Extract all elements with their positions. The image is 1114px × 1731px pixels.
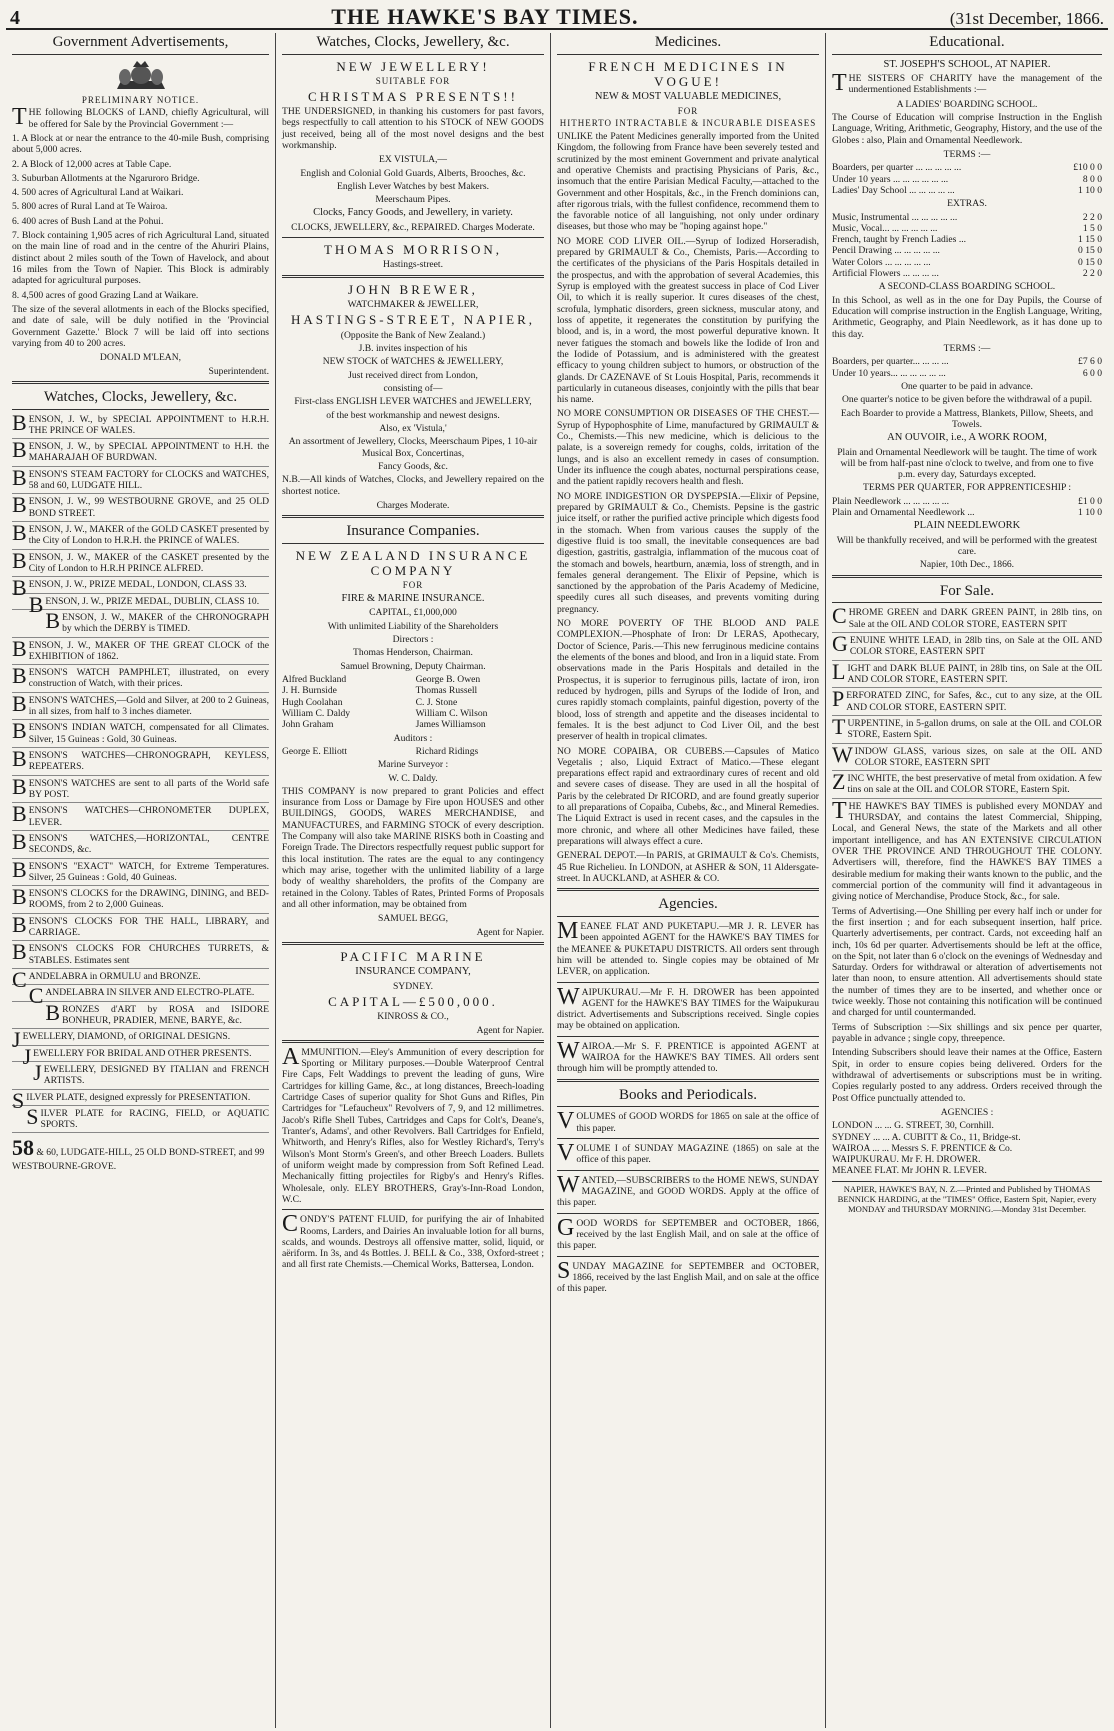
- director-name: John Graham: [282, 719, 334, 731]
- notice-item-8: 8. 4,500 acres of good Grazing Land at Waikare.: [12, 289, 199, 301]
- list-item: JEWELLERY FOR BRIDAL AND OTHER PRESENTS.: [12, 1048, 269, 1062]
- ad-line: W. C. Daldy.: [388, 772, 438, 784]
- ad-body: NO MORE CONSUMPTION OR DISEASES OF THE CHEST.—Syrup of Hypophosphite of Lime, manufactured by GRIMAULT & Co., Chemists.—This new medicine, which is delicious to the palate, is a sovereign remedy for coughs, colds, irritation of the lungs, and is also an excellent remedy in cases of consumption. Under its influence the cough abates, nocturnal perspirations cease, and the patient rapidly recovers health and flesh.: [557, 408, 819, 488]
- ad-line: Meerschaum Pipes.: [375, 194, 451, 206]
- ad-line: CAPITAL—£500,000.: [328, 993, 498, 1009]
- ad-body: WANTED,—SUBSCRIBERS to the HOME NEWS, SUNDAY MAGAZINE, and GOOD WORDS. Apply at the office of this paper.: [557, 1171, 819, 1209]
- ad-line: SYDNEY.: [392, 980, 434, 992]
- advertiser-name: JOHN BREWER,: [348, 281, 478, 297]
- ad-line: (Opposite the Bank of New Zealand.): [340, 329, 486, 341]
- masthead: [6, 4, 1108, 30]
- agency-line: SYDNEY ... ... A. CUBITT & Co., 11, Bridge-st.: [832, 1131, 1021, 1143]
- list-item: BRONZES d'ART by ROSA and ISIDORE BONHEUR, PRADIER, MENE, BARYE, &c.: [12, 1004, 269, 1030]
- ad-body: SUNDAY MAGAZINE for SEPTEMBER and OCTOBER, 1866, received by the last English Mail, and on sale at the office of this paper.: [557, 1257, 819, 1295]
- list-item: JEWELLERY, DESIGNED BY ITALIAN and FRENCH ARTISTS.: [12, 1064, 269, 1090]
- notice-item-2: 2. A Block of 12,000 acres at Table Cape.: [12, 158, 172, 170]
- director-name: Hugh Coolahan: [282, 696, 343, 708]
- list-item: BENSON, J. W., MAKER of the GOLD CASKET presented by the City of London to H.R.H. the PRINCE of WALES.: [12, 524, 269, 550]
- director-name: J. H. Burnside: [282, 685, 337, 697]
- fees-table: [832, 496, 1102, 519]
- ad-line: Marine Surveyor :: [377, 759, 449, 771]
- notice-item-4: 4. 500 acres of Agricultural Land at Waikari.: [12, 187, 184, 199]
- school-name: ST. JOSEPH'S SCHOOL, AT NAPIER.: [883, 58, 1051, 70]
- list-item: BENSON'S "EXACT" WATCH, for Extreme Temperatures. Silver, 25 Guineas : Gold, 40 Guineas.: [12, 861, 269, 887]
- ad-line: TERMS :—: [943, 148, 991, 160]
- extras-table: [832, 212, 1102, 280]
- auditor-name: Richard Ridings: [415, 745, 479, 757]
- ad-line: First-class ENGLISH LEVER WATCHES and JEWELLERY,: [294, 396, 532, 408]
- ad-body: WAIPUKURAU.—Mr F. H. DROWER has been appointed AGENT for the HAWKE'S BAY TIMES for the Waipukurau district. Advertisements and Subscriptions received. Single copies may be obtained on application.: [557, 983, 819, 1032]
- ad-body: NO MORE COPAIBA, OR CUBEBS.—Capsules of Matico Vegetalis ; also, Liquid Extract of Matico.—These elegant preparations effect rapid and extraordinary cures of recent and old and severe cases of disease. They are used in all the hospital of Paris by the celebrated Dr RICORD, and are found greatly superior to all preparations of Copaiba, Cubebs, &c., and Mineral Remedies. The Liquid Extract is used in recent cases, and the capsules in the more chronic, and where all other Medicines have failed, these preparations will always effect a cure.: [557, 745, 819, 847]
- list-item: TURPENTINE, in 5-gallon drums, on sale at the OIL and COLOR STORE, Eastern Spit.: [832, 718, 1102, 744]
- auditor-name: George E. Elliott: [282, 745, 348, 757]
- directors-row: [282, 674, 544, 685]
- director-name: Alfred Buckland: [282, 674, 347, 686]
- table-row: Under 10 years... ... ... ... ... ... 6 0 0: [832, 367, 1102, 379]
- signatory-title: Superintendent.: [208, 365, 269, 377]
- ad-line: consisting of—: [383, 383, 443, 394]
- notice-item-3: 3. Suburban Allotments at the Ngaruroro Bridge.: [12, 172, 200, 184]
- ad-line: NEW STOCK of WATCHES & JEWELLERY,: [322, 356, 504, 368]
- list-item: BENSON'S CLOCKS FOR THE HALL, LIBRARY, and CARRIAGE.: [12, 916, 269, 942]
- ad-body: NO MORE INDIGESTION OR DYSPEPSIA.—Elixir of Pepsine, prepared by GRIMAULT & Co., Chemists. Pepsine is the gastric juice itself, or rather the purified active principle which digests food in the stomach. When from various causes the supply of the digestive fluid is too small, the inevitable consequences are bad digestion, gastritis, gastralgia, inflammation of the mucous coat of the stomach and bowels, heartburn, anæmia, loss of strength, and in females general derangement. The Elixir of Pepsine, which is sanctioned by the approbation of the Paris Academy of Medicine, speedily cures all such diseases, and prevents vomiting during pregnancy.: [557, 490, 819, 615]
- ad-body: VOLUMES of GOOD WORDS for 1865 on sale at the office of this paper.: [557, 1108, 819, 1135]
- advertiser-name: THOMAS MORRISON,: [323, 242, 503, 258]
- list-item: BENSON, J. W., MAKER OF THE GREAT CLOCK of the EXHIBITION of 1862.: [12, 640, 269, 666]
- ad-body: In this School, as well as in the one for Day Pupils, the Course of Education will comprise instruction in the English Language, Writing, Arithmetic, Geography, and Plain Needlework, as it has done up to this day.: [832, 294, 1102, 340]
- section-heading: Educational.: [832, 33, 1102, 55]
- page-number: 4: [10, 7, 20, 29]
- column-1: [6, 33, 276, 1728]
- director-name: Thomas Russell: [415, 685, 478, 697]
- director-name: William C. Wilson: [415, 707, 488, 719]
- list-item: ZINC WHITE, the best preservative of metal from oxidation. A few tins on sale at the OIL and COLOR STORE, Eastern Spit.: [832, 773, 1102, 799]
- list-item: CANDELABRA in ORMULU and BRONZE.: [12, 971, 269, 985]
- ad-line: EX VISTULA,—: [378, 154, 448, 166]
- ad-line: An assortment of Jewellery, Clocks, Meerschaum Pipes, 1 10-air Musical Box, Concertinas,: [288, 436, 538, 459]
- list-item: BENSON, J. W., by SPECIAL APPOINTMENT to H.R.H. THE PRINCE OF WALES.: [12, 414, 269, 440]
- ad-body: NO MORE POVERTY OF THE BLOOD AND PALE COMPLEXION.—Phosphate of Iron: Dr LERAS, Apothecary, Doctor of Science, Paris.—This new ferruginous medicine contains the elements of the bones and blood, and Iron in a liquid state. From observations made in the Paris Hospitals and detailed in the Prospectus, it is superior to ferruginous pills, lactate of iron, iron reduced by hydrogen, pills and Syrups of the Iodide of Iron, and cures rapidly stomach complaints, painful digestion, poverty of the blood, loss of strength and appetite and the diseases incidental to females. It is the best adjunct to Cod Liver Oil, and the best preserver of health in tropical climates.: [557, 618, 819, 743]
- directors-row: [282, 685, 544, 696]
- table-row: Under 10 years ... ... ... ... ... ... 8 0 0: [832, 173, 1102, 185]
- ad-line: Each Boarder to provide a Mattress, Blankets, Pillow, Sheets, and Towels.: [840, 407, 1094, 430]
- address-footer: [12, 1135, 269, 1172]
- ad-headline: FRENCH MEDICINES IN VOGUE!: [588, 58, 788, 90]
- list-item: BENSON'S WATCHES—CHRONOGRAPH, KEYLESS, REPEATERS.: [12, 750, 269, 776]
- ad-body: UNLIKE the Patent Medicines generally imported from the United Kingdom, the following from France have been severely tested and scrutinized by the most eminent Government and private analytical and operative Chemists and practising Physicians of Paris, &c., insomuch that the entire Parisian Medical Faculty,—attached to the Government and other Hospitals, &c., in the French dominions can, after rigorous trials, with the fullest confidence, recommend them to the favorable notice of all languishing, not only under ordinary diseases, but those who may be "hoping against hope.": [557, 130, 819, 233]
- ad-line: NEW & MOST VALUABLE MEDICINES,: [594, 91, 782, 103]
- imprint: NAPIER, HAWKE'S BAY, N. Z.—Printed and Published by THOMAS BENNICK HARDING, at the "TIMES" Office, Eastern Spit, Napier, every MONDAY and THURSDAY MORNING.—Monday 31st December.: [832, 1181, 1102, 1214]
- auditors-row: [282, 746, 544, 757]
- company-name: NEW ZEALAND INSURANCE COMPANY: [295, 547, 531, 579]
- list-item: BENSON'S WATCHES,—Gold and Silver, at 200 to 2 Guineas, in all sizes, from half to 3 inches diameter.: [12, 695, 269, 721]
- list-item: BENSON, J. W., PRIZE MEDAL, DUBLIN, CLASS 10.: [12, 596, 269, 610]
- section-heading: Government Advertisements,: [12, 33, 269, 55]
- ad-body: N.B.—All kinds of Watches, Clocks, and Jewellery repaired on the shortest notice.: [282, 474, 544, 497]
- list-item: BENSON'S WATCHES,—HORIZONTAL, CENTRE SECONDS, &c.: [12, 833, 269, 859]
- notice-title: PRELIMINARY NOTICE.: [81, 94, 200, 105]
- ad-line: English and Colonial Gold Guards, Alberts, Brooches, &c.: [300, 167, 526, 179]
- ad-line: One quarter to be paid in advance.: [901, 380, 1033, 392]
- ad-line: Fancy Goods, &c.: [378, 460, 448, 472]
- director-name: James Williamson: [415, 719, 486, 731]
- list-item: CHROME GREEN and DARK GREEN PAINT, in 28lb tins, on Sale at the OIL AND COLOR STORE, EASTERN SPIT: [832, 607, 1102, 633]
- list-item: LIGHT and DARK BLUE PAINT, in 28lb tins, on Sale at the OIL AND COLOR STORE, EASTERN SPIT.: [832, 663, 1102, 689]
- ad-line: Plain and Ornamental Needlework will be taught. The time of work will be from half-past nine o'clock to twelve, and from one to five p.m. every day, Saturdays excepted.: [837, 446, 1097, 481]
- ad-body: GENERAL DEPOT.—In PARIS, at GRIMAULT & Co's. Chemists, 45 Rue Richelieu. In LONDON, at ASHER & SON, 11 Aldersgate-street. In AUCKLAND, at ASHER & CO.: [557, 850, 819, 884]
- ad-line: Auditors :: [393, 732, 433, 744]
- ad-line: Napier, 10th Dec., 1866.: [919, 559, 1015, 571]
- ad-line: Charges Moderate.: [376, 499, 450, 511]
- ad-line: Directors :: [392, 634, 434, 646]
- ad-line: TERMS :—: [943, 342, 991, 354]
- list-item: PERFORATED ZINC, for Safes, &c., cut to any size, at the OIL AND COLOR STORE, EASTERN SPIT.: [832, 690, 1102, 716]
- column-3: [551, 33, 826, 1728]
- signatory-name: DONALD M'LEAN,: [99, 352, 182, 364]
- ad-line: CAPITAL, £1,000,000: [369, 607, 457, 619]
- ad-line: Will be thankfully received, and will be performed with the greatest care.: [836, 534, 1098, 558]
- agency-line: MEANEE FLAT. Mr JOHN R. LEVER.: [832, 1165, 987, 1177]
- table-row: Plain Needlework ... ... ... ... ... £1 0 0: [832, 495, 1102, 507]
- ad-body: Intending Subscribers should leave their names at the Office, Eastern Spit, in order to ensure copies being delivered. Orders for the withdrawal of advertisements or subscriptions must be in writing. Copies regularly posted to any address. Orders received through the Post Office punctually attended to.: [832, 1047, 1102, 1104]
- ad-line: AN OUVOIR, i.e., A WORK ROOM,: [887, 432, 1047, 444]
- agent-title: Agent for Napier.: [476, 926, 544, 938]
- ad-line: PLAIN NEEDLEWORK: [913, 520, 1021, 532]
- ad-line: FIRE & MARINE INSURANCE.: [341, 593, 485, 605]
- ad-body: THE SISTERS OF CHARITY have the management of the undermentioned Establishments :—: [832, 70, 1102, 97]
- table-row: Ladies' Day School ... ... ... ... ... 1 10 0: [832, 184, 1102, 196]
- list-item: JEWELLERY, DIAMOND, of ORIGINAL DESIGNS.: [12, 1031, 269, 1045]
- notice-item-6: 6. 400 acres of Bush Land at the Pohui.: [12, 215, 164, 227]
- directors-row: [282, 708, 544, 719]
- agency-line: WAIROA ... ... Messrs S. F. PRENTICE & Co.: [832, 1142, 1013, 1154]
- ad-line: TERMS PER QUARTER, FOR APPRENTICESHIP :: [862, 482, 1072, 494]
- section-heading: For Sale.: [832, 582, 1102, 604]
- ad-headline: CHRISTMAS PRESENTS!!: [308, 88, 518, 104]
- table-row: Pencil Drawing ... ... ... ... ... 0 15 0: [832, 245, 1102, 257]
- list-item: BENSON, J. W., 99 WESTBOURNE GROVE, and 25 OLD BOND STREET.: [12, 496, 269, 522]
- ad-line: AGENCIES :: [940, 1106, 994, 1118]
- notice-item-5: 5. 800 acres of Rural Land at Te Wairoa.: [12, 201, 168, 213]
- list-item: BENSON'S WATCH PAMPHLET, illustrated, on every construction of Watch, with their prices.: [12, 667, 269, 693]
- ad-body: NO MORE COD LIVER OIL.—Syrup of Iodized Horseradish, prepared by GRIMAULT & Co., Chemists, Paris.—According to the certificates of the physicians of the Paris Hospitals detailed in the prospectus, and with the approbation of several Academies, this Syrup is employed with the greatest success in place of Cod Liver Oil, to which it is really superior. It cures diseases of the chest, scrofula, lymphatic disorders, green sickness, muscular atony, and loss of appetite, it regenerates the constitution by purifying the blood, and is, in a word, the most powerful depurative known. It never fatigues the stomach and bowels like the Iodide of Iron and the Iodide of Potassium, and is administered with the greatest efficacy to young children subject to humors, or obstruction of the glands. Dr CAZENAVE of St Louis Hospital, Paris, recommends it particularly in cutaneous diseases, conjointly with the pills that bear his name.: [557, 235, 819, 406]
- ad-line: of the best workmanship and newest designs.: [326, 409, 500, 421]
- fees-table: [832, 162, 1102, 196]
- ad-line: Clocks, Fancy Goods, and Jewellery, in variety.: [313, 207, 513, 219]
- table-row: Boarders, per quarter... ... ... ... £7 6 0: [832, 356, 1102, 368]
- director-name: William C. Daldy: [282, 707, 351, 719]
- ad-body: GOOD WORDS for SEPTEMBER and OCTOBER, 1866, received by the last English Mail, and on sale at the office of this paper.: [557, 1214, 819, 1252]
- director-name: C. J. Stone: [415, 696, 458, 708]
- list-item: BENSON, J. W., by SPECIAL APPOINTMENT to H.H. the MAHARAJAH OF BURDWAN.: [12, 441, 269, 467]
- company-name: PACIFIC MARINE: [340, 948, 486, 964]
- ad-line: Just received direct from London,: [348, 369, 478, 381]
- section-heading: Watches, Clocks, Jewellery, &c.: [12, 388, 269, 410]
- ad-line: One quarter's notice to be given before the withdrawal of a pupil.: [841, 394, 1092, 406]
- directors-row: [282, 697, 544, 708]
- street-number: 58: [12, 1135, 34, 1161]
- fees-table: [832, 356, 1102, 379]
- list-item: GENUINE WHITE LEAD, in 28lb tins, on Sale at the OIL AND COLOR STORE, EASTERN SPIT: [832, 635, 1102, 661]
- section-heading: Watches, Clocks, Jewellery, &c.: [282, 33, 544, 55]
- director-name: George B. Owen: [415, 674, 481, 686]
- ad-body: THIS COMPANY is now prepared to grant Policies and effect insurance from Loss or Damage by Fire upon HOUSES and other BUILDINGS, GOODS, WARES MERCHANDISE, and MANUFACTURES, and FARMING STOCK of every description. The Company will also take MARINE RISKS both in Coasting and Foreign Trade. The Directors respectfully request public support for this local institution. The rates are the equal to any contingency which may arise, together with the unlimited liability of a large body of wealthy shareholders, the profits of the Company are retained in the Colony. Tables of Rates, Printed Forms of Proposals and all other information, may be obtained from: [282, 785, 544, 910]
- ad-line: A SECOND-CLASS BOARDING SCHOOL.: [878, 281, 1056, 293]
- list-item: CANDELABRA IN SILVER AND ELECTRO-PLATE.: [12, 987, 269, 1001]
- list-item: BENSON, J. W., MAKER of the CHRONOGRAPH by which the DERBY is TIMED.: [12, 612, 269, 638]
- ad-body: WAIROA.—Mr S. F. PRENTICE is appointed AGENT at WAIROA for the HAWKE'S BAY TIMES. All orders sent through him will be promptly attended to.: [557, 1037, 819, 1075]
- ad-line: INSURANCE COMPANY,: [355, 966, 471, 978]
- table-row: Water Colors ... ... ... ... ... 0 15 0: [832, 256, 1102, 268]
- ad-subline: FOR: [677, 105, 699, 116]
- list-item: BENSON, J. W., PRIZE MEDAL, LONDON, CLASS 33.: [12, 579, 269, 593]
- list-item: BENSON'S CLOCKS FOR CHURCHES TURRETS, & STABLES. Estimates sent: [12, 943, 269, 969]
- column-4: [826, 33, 1108, 1728]
- ad-body: The Course of Education will comprise Instruction in the English Language, Writing, Arithmetic, Geography, History, and the use of the Globes : also, Plain and Ornamental Needlework.: [832, 112, 1102, 146]
- ad-body: MEANEE FLAT AND PUKETAPU.—MR J. R. LEVER has been appointed AGENT for the HAWKE'S BAY TIMES for the MEANEE & PUKETAPU DISTRICTS. All orders sent through him will be attended to. Single copies may be obtained of Mr LEVER, on application.: [557, 917, 819, 978]
- ad-body: CONDY'S PATENT FLUID, for purifying the air of Inhabited Rooms, Larders, and Dairies An invaluable lotion for all burns, scalds, and wounds. Destroys all offensive matter, solid, liquid, or aëriform. In 3s, and 4s Bottles. J. BELL & Co., 338, Oxford-street ; and all first rate Chemists.—Chemical Works, Battersea, London.: [282, 1211, 544, 1271]
- section-heading: Agencies.: [557, 895, 819, 917]
- advertiser-trade: WATCHMAKER & JEWELLER,: [347, 299, 479, 311]
- ad-body: Terms of Advertising.—One Shilling per every half inch or under for the first insertion ; and for each subsequent insertion, half price. Quarterly advertisements, per contract. Cards, not exceeding half an inch, 10s 6d per quarter. Advertisements should be left at the office, on the Spit, not later than 6 o'clock on the evenings of Wednesday and Saturday. Orders for withdrawal or alteration of advertisements not later than noon, to ensure attention. All advertisements should state the number of times they are to be inserted, and whether once or twice weekly. Those not containing this notification will be continued and charged for until countermanded.: [832, 905, 1102, 1019]
- royal-crest-icon: [111, 59, 171, 93]
- ad-line: Samuel Browning, Deputy Chairman.: [340, 660, 486, 672]
- list-item: BENSON, J. W., MAKER of the CASKET presented by the City of London to H.R.H PRINCE ALFRED.: [12, 552, 269, 578]
- list-item: BENSON'S INDIAN WATCH, compensated for all Climates. Silver, 15 Guineas : Gold, 30 Guineas.: [12, 722, 269, 748]
- table-row: French, taught by French Ladies ... 1 15 0: [832, 234, 1102, 246]
- agency-line: WAIPUKURAU. Mr F. H. DROWER.: [832, 1154, 981, 1166]
- advertiser-address: HASTINGS-STREET, NAPIER,: [290, 312, 535, 328]
- directors-row: [282, 719, 544, 730]
- table-row: Boarders, per quarter ... ... ... ... ... £10 0 0: [832, 162, 1102, 174]
- list-item: BENSON'S CLOCKS for the DRAWING, DINING, and BED-ROOMS, from 2 to 2,000 Guineas.: [12, 888, 269, 914]
- ad-line: CLOCKS, JEWELLERY, &c., REPAIRED. Charges Moderate.: [291, 221, 535, 233]
- ad-body: Terms of Subscription :—Six shillings and six pence per quarter, payable in advance ; single copy, threepence.: [832, 1021, 1102, 1044]
- notice-closing: The size of the several allotments in each of the Blocks specified, and date of sale, will be duly notified in the 'Provincial Government Gazette.' Block 7 will be laid off into sections varying from 40 to 200 acres.: [12, 303, 269, 349]
- advertiser-address: Hastings-street.: [383, 259, 443, 271]
- address-text: & 60, LUDGATE-HILL, 25 OLD BOND-STREET, and 99 WESTBOURNE-GROVE.: [12, 1147, 265, 1173]
- ad-line: A LADIES' BOARDING SCHOOL.: [896, 98, 1038, 110]
- notice-intro: THE following BLOCKS of LAND, chiefly Agricultural, will be offered for Sale by the Provincial Government :—: [12, 104, 269, 131]
- column-2: [276, 33, 551, 1728]
- list-item: BENSON'S WATCHES are sent to all parts of the World safe BY POST.: [12, 778, 269, 804]
- agent-name: KINROSS & CO.,: [377, 1011, 449, 1023]
- agent-name: SAMUEL BEGG,: [378, 913, 448, 925]
- ad-line: With unlimited Liability of the Shareholders: [327, 620, 499, 632]
- ad-subline: FOR: [402, 580, 424, 591]
- ad-line: J.B. invites inspection of his: [358, 343, 468, 355]
- ad-body: THE UNDERSIGNED, in thanking his customers for past favors, begs respectfully to call attention to his STOCK of NEW GOODS just received, being all of the most novel designs and the best workmanship.: [282, 105, 544, 151]
- ad-body: VOLUME I of SUNDAY MAGAZINE (1865) on sale at the office of this paper.: [557, 1140, 819, 1166]
- list-item: BENSON'S STEAM FACTORY for CLOCKS and WATCHES, 58 and 60, LUDGATE HILL.: [12, 469, 269, 495]
- issue-date: (31st December, 1866.: [949, 9, 1104, 28]
- table-row: Music, Instrumental ... ... ... ... ... 2 2 0: [832, 211, 1102, 223]
- list-item: SILVER PLATE, designed expressly for PRESENTATION.: [12, 1092, 269, 1106]
- ad-subline: SUITABLE FOR: [375, 76, 451, 87]
- agent-title: Agent for Napier.: [476, 1024, 544, 1036]
- list-item: BENSON'S WATCHES—CHRONOMETER DUPLEX, LEVER.: [12, 805, 269, 831]
- ad-line: English Lever Watches by best Makers.: [337, 180, 489, 192]
- section-heading: Medicines.: [557, 33, 819, 55]
- agency-line: LONDON ... ... G. STREET, 30, Cornhill.: [832, 1120, 994, 1132]
- ad-body: AMMUNITION.—Eley's Ammunition of every description for Sporting or Military purposes.—Double Waterproof Central Fire Caps, Felt Waddings to prevent the leading of guns, Wire Cartridges for killing Game, &c., at long distances, Breech-loading Cartridge Cases of superior quality for Shot Guns and Rifles, Pin Cartridges for "Lefaucheux" Revolvers of 7, 9, and 12 millimetres. Jacob's Rifle Shell Tubes, Cartridges and Caps for Colt's, Deane's, Tranter's, Adams', and other Revolvers. Ball Cartridges for Enfield, Whitworth, and Henry's Rifles, also for Westley Richard's, Terry's Wilson's Mont Storm's Green's, and other Breech Loaders. Bullets of uniform weight made by compression from Soft Refined Lead. Mechanically fitting projectiles for Rigby's and Henry's Rifles. Wholesale, only. ELEY BROTHERS, Gray's-Inn-Road London, W.C.: [282, 1043, 544, 1205]
- ad-line: EXTRAS.: [947, 198, 987, 210]
- list-item: WINDOW GLASS, various sizes, on sale at the OIL AND COLOR STORE, EASTERN SPIT: [832, 746, 1102, 772]
- table-row: Music, Vocal... ... ... ... ... ... 1 5 0: [832, 222, 1102, 234]
- ad-subline: HITHERTO INTRACTABLE & INCURABLE DISEASES: [559, 118, 817, 129]
- ad-headline: NEW JEWELLERY!: [336, 58, 490, 74]
- table-row: Artificial Flowers ... ... ... ... 2 2 0: [832, 268, 1102, 280]
- notice-item-1: 1. A Block at or near the entrance to the 40-mile Bush, comprising about 5,000 acres.: [12, 132, 269, 156]
- ad-body: THE HAWKE'S BAY TIMES is published every MONDAY and THURSDAY, and contains the latest Commercial, Shipping, Local, and General News, the state of the Markets and all other important intelligence, and has AN EXTENSIVE CIRCULATION OVER THE PROVINCE AND THROUGHOUT THE COLONY. Advertisers will, therefore, find the HAWKE'S BAY TIMES a desirable medium for making their wants known to the public, and the commercial portion of the community will find it advantageous in giving notice of Merchandise, Produce Stock, &c., for sale.: [832, 797, 1102, 903]
- list-item: SILVER PLATE for RACING, FIELD, or AQUATIC SPORTS.: [12, 1108, 269, 1134]
- table-row: Plain and Ornamental Needlework ... 1 10 0: [832, 507, 1102, 519]
- ad-line: Thomas Henderson, Chairman.: [353, 647, 473, 659]
- section-heading: Books and Periodicals.: [557, 1086, 819, 1108]
- section-heading: Insurance Companies.: [282, 522, 544, 544]
- newspaper-title: THE HAWKE'S BAY TIMES.: [331, 4, 639, 29]
- ad-line: Also, ex 'Vistula,': [379, 422, 447, 434]
- notice-item-7: 7. Block containing 1,905 acres of rich Agricultural Land, situated on the main line of road and in the centre of the Ahuriri Plains, distinct about 2 miles south of the Town of Havelock, and about 16 miles from the Town of Napier. This Block is admirably adapted for agricultural purposes.: [12, 230, 269, 287]
